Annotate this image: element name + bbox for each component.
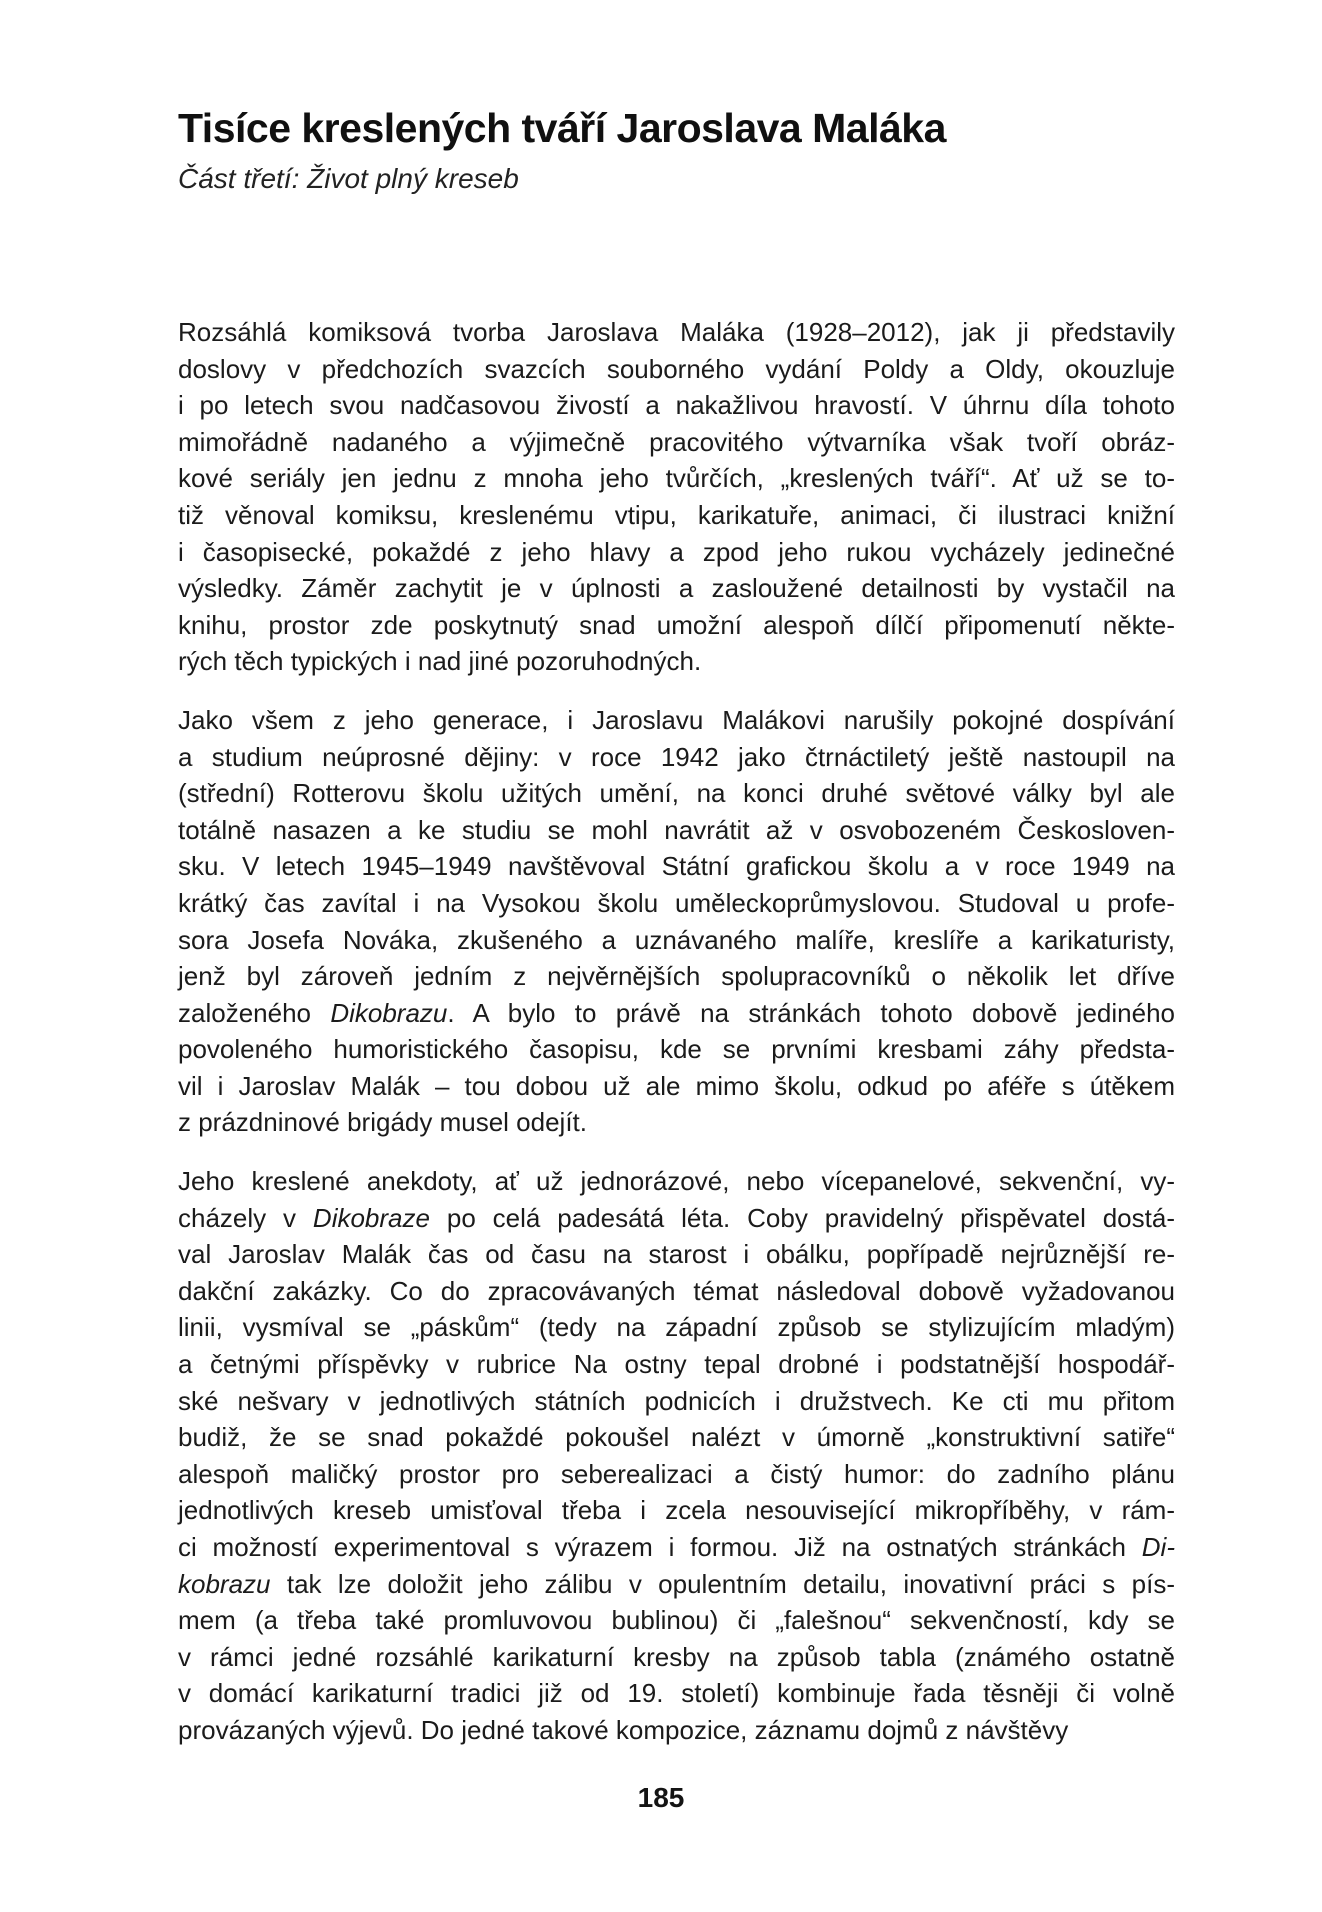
text-line [178,1566,1175,1603]
text-segment: Rozsáhlá komiksová tvorba Jaroslava Maláka (1928–2012), jak ji představily [178,317,1175,347]
text-line [178,607,1175,644]
text-line [178,387,1175,424]
body-text [178,314,1175,1749]
text-segment: z prázdninové brigády musel odejít. [178,1107,588,1138]
text-line [178,1456,1175,1493]
text-segment: totálně nasazen a ke studiu se mohl navrátit až v osvobozeném Českosloven- [178,814,1175,845]
text-segment: Jako všem z jeho generace, i Jaroslavu Malákovi narušily pokojné dospívání [178,704,1175,735]
text-segment: Jeho kreslené anekdoty, ať už jednorázové, nebo vícepanelové, sekvenční, vy- [178,1166,1175,1197]
text-line [178,314,1175,351]
italic-text-segment: Dikobraze [312,1202,430,1233]
text-line [178,1675,1175,1712]
text-line [178,775,1175,812]
text-segment: mimořádně nadaného a výjimečně pracovitého výtvarníka však tvoří obráz- [178,426,1175,457]
text-line [178,1309,1175,1346]
text-segment: i časopisecké, pokaždé z jeho hlavy a zpod jeho rukou vycházely jedinečné [178,536,1175,567]
text-segment: kové seriály jen jednu z mnoha jeho tvůrčích, „kreslených tváří“. Ať už se to- [178,463,1175,494]
text-line [178,1163,1175,1200]
paragraph [178,314,1175,680]
text-line [178,1639,1175,1676]
paragraph [178,1163,1175,1749]
text-line [178,1236,1175,1273]
text-line [178,812,1175,849]
text-segment: (střední) Rotterovu školu užitých umění, na konci druhé světové války byl ale [178,778,1175,809]
text-segment: povoleného humoristického časopisu, kde se prvními kresbami záhy předsta- [178,1034,1175,1065]
text-segment: jednotlivých kreseb umisťoval třeba i zcela nesouvisející mikropříběhy, v rám- [178,1495,1175,1526]
text-segment: ci možností experimentoval s výrazem i formou. Již na ostnatých stránkách [178,1532,1142,1562]
page-number: 185 [637,1782,685,1813]
text-line [178,848,1175,885]
text-line [178,570,1175,607]
text-line [178,1031,1175,1068]
page-title: Tisíce kreslených tváří Jaroslava Maláka [178,105,946,151]
text-segment: ské nešvary v jednotlivých státních podnicích i družstvech. Ke cti mu přitom [178,1385,1175,1416]
text-segment: tiž věnoval komiksu, kreslenému vtipu, karikatuře, animaci, či ilustraci knižní [178,499,1175,530]
text-segment: po celá padesátá léta. Coby pravidelný přispěvatel dostá- [429,1202,1175,1233]
text-segment: výsledky. Záměr zachytit je v úplnosti a zasloužené detailnosti by vystačil na [178,573,1175,604]
text-segment: založeného [178,997,331,1028]
text-line [178,1492,1175,1529]
text-column [178,106,1175,1749]
text-line [178,1712,1175,1749]
text-segment: sora Josefa Nováka, zkušeného a uznávaného malíře, kreslíře a karikaturisty, [178,924,1175,955]
text-line [178,643,1175,680]
paragraph [178,702,1175,1141]
text-line [178,885,1175,922]
text-line [178,922,1175,959]
text-segment: dakční zakázky. Co do zpracovávaných témat následoval dobově vyžadovanou [178,1275,1175,1306]
text-line [178,1419,1175,1456]
text-segment: cházely v [178,1202,313,1233]
text-line [178,1346,1175,1383]
text-segment: mem (a třeba také promluvovou bublinou) či „falešnou“ sekvenčností, kdy se [178,1605,1175,1636]
text-segment: i po letech svou nadčasovou živostí a nakažlivou hravostí. V úhrnu díla tohoto [178,390,1175,421]
text-segment: val Jaroslav Malák čas od času na starost i obálku, popřípadě nejrůznější re- [178,1239,1175,1270]
italic-text-segment: Di- [1141,1532,1175,1562]
text-segment: krátký čas zavítal i na Vysokou školu uměleckoprůmyslovou. Studoval u profe- [178,887,1175,918]
text-segment: jenž byl zároveň jedním z nejvěrnějších spolupracovníků o několik let dříve [178,961,1175,992]
text-segment: v domácí karikaturní tradici již od 19. století) kombinuje řada těsněji či volně [178,1678,1175,1709]
text-line [178,995,1175,1032]
text-segment: knihu, prostor zde poskytnutý snad umožní alespoň dílčí připomenutí někte- [178,609,1175,640]
text-line [178,497,1175,534]
italic-text-segment: kobrazu [178,1568,271,1599]
text-line [178,702,1175,739]
text-segment: v rámci jedné rozsáhlé karikaturní kresby na způsob tabla (známého ostatně [178,1641,1175,1672]
text-line [178,1529,1175,1566]
text-line [178,1104,1175,1141]
text-line [178,460,1175,497]
text-segment: vil i Jaroslav Malák – tou dobou už ale mimo školu, odkud po aféře s útěkem [178,1070,1175,1101]
text-segment: provázaných výjevů. Do jedné takové kompozice, záznamu dojmů z návštěvy [178,1714,1069,1745]
text-line [178,1068,1175,1105]
text-line [178,424,1175,461]
text-segment: . A bylo to právě na stránkách tohoto dobově jediného [447,997,1175,1028]
text-segment: alespoň maličký prostor pro seberealizaci a čistý humor: do zadního plánu [178,1458,1175,1489]
text-line [178,1200,1175,1237]
text-line [178,534,1175,571]
text-segment: doslovy v předchozích svazcích souborného vydání Poldy a Oldy, okouzluje [178,353,1175,384]
text-line [178,351,1175,388]
text-line [178,958,1175,995]
text-line [178,1273,1175,1310]
text-segment: linii, vysmíval se „páskům“ (tedy na západní způsob se stylizujícím mladým) [178,1312,1175,1343]
page-subtitle: Část třetí: Život plný kreseb [178,163,519,194]
text-segment: budiž, že se snad pokaždé pokoušel nalézt v úmorně „konstruktivní satiře“ [178,1422,1175,1453]
text-segment: a četnými příspěvky v rubrice Na ostny tepal drobné i podstatnější hospodář- [178,1349,1175,1380]
text-segment: tak lze doložit jeho zálibu v opulentním detailu, inovativní práci s pís- [270,1568,1175,1599]
text-segment: sku. V letech 1945–1949 navštěvoval Státní grafickou školu a v roce 1949 na [178,851,1175,882]
text-segment: rých těch typických i nad jiné pozoruhodných. [178,646,702,677]
text-line [178,1602,1175,1639]
text-line [178,1383,1175,1420]
text-segment: a studium neúprosné dějiny: v roce 1942 jako čtrnáctiletý ještě nastoupil na [178,741,1175,772]
text-line [178,739,1175,776]
italic-text-segment: Dikobrazu [330,997,448,1028]
